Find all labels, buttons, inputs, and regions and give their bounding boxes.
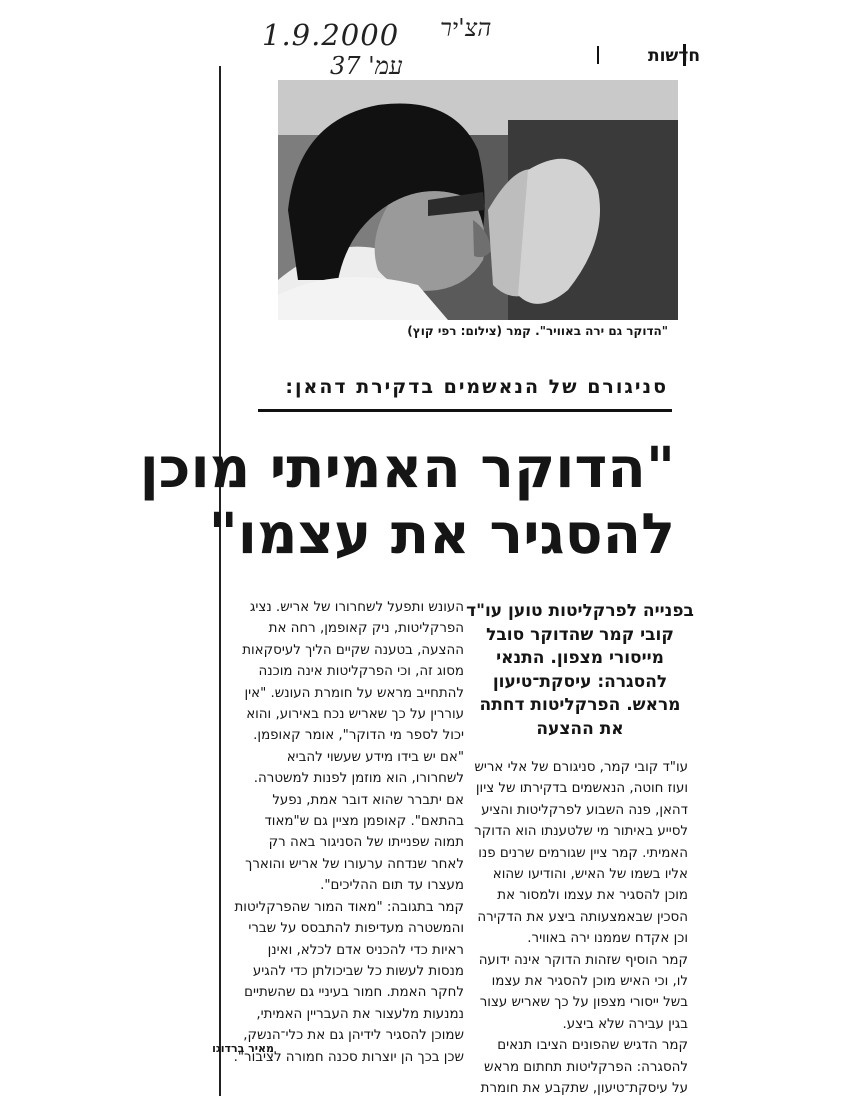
byline-text: מאיר ברדוגו — [212, 1042, 274, 1055]
kicker: סניגורם של הנאשמים בדקירת דהאן: — [285, 376, 668, 398]
headline — [139, 436, 675, 568]
handwritten-page: עמ' 37 — [330, 52, 403, 80]
section-bar-left — [597, 46, 599, 64]
article-photo — [278, 80, 678, 320]
headline-line: "הדוקר האמיתי מוכן — [139, 436, 675, 501]
sub-deck: בפנייה לפרקליטות טוען עו"ד קובי קמר שהדוקר סובל מייסורי מצפון. התנאי להסגרה: עיסקת־טיעון מראש. הפרקליטות דחתה את ההצעה — [466, 601, 694, 739]
paragraph: קמר בתגובה: "מאוד המור שהפרקליטות והמשטרה מעדיפות להתבסס על שברי ראיות כדי להכניס אדם לכלא, ואינן מנסות לעשות כל שביכולתן כדי להגיע לחקר האמת. חמור בעיניי גם שהשתיים נמנעות מלעצור את העבריין האמיתי, שמוכן להסגיר לידיהן גם את כלי־הנשק, שכן בכך הן יוצרות סכנה חמורה לציבור". — [233, 899, 464, 1065]
left-column — [232, 597, 464, 1068]
headline-line: להסגיר את עצמו" — [208, 502, 675, 567]
handwritten-source: הצ'יר — [440, 14, 492, 42]
paragraph: העונש ותפעל לשחרורו של אריש. נציג הפרקליטות, ניק קאופמן, רחה את ההצעה, בטענה שקיים הליך לעיסקאות מסוג זה, וכי הפרקליטות אינה מוכנה להתחייב מראש על חומרת העונש. "אין עוררין על כך שאריש נכח באירוע, והוא יכול לספר מי הדוקר", אומר קאופמן. "אם יש בידו מידע שעשוי להביא לשחרורו, הוא מוזמן לפנות למשטרה. אם יתברר שהוא דובר אמת, נפעל בהתאם". קאופמן מציין גם ש"מאוד תמוה שפנייתו של הסניגור באה רק לאחר שנדחה ערעורו של אריש והוארך מעצרו עד תום ההליכים". — [242, 600, 464, 894]
section-label: חדשות — [647, 46, 700, 66]
photo-caption: "הדוקר גם ירה באוויר". קמר (צילום: רפי קוץ) — [407, 324, 668, 338]
column-rule — [219, 66, 221, 1096]
byline — [212, 1042, 274, 1055]
handwritten-date: 1.9.2000 — [262, 18, 400, 52]
paragraph: קמר הדגיש שהפונים הציבו תנאים להסגרה: הפרקליטות תחתום מראש על עיסקת־טיעון, שתקבע את חומרת — [480, 1038, 688, 1097]
kicker-rule — [258, 409, 672, 412]
right-column — [468, 757, 688, 1100]
paragraph: קמר הוסיף שזהות הדוקר אינה ידועה לו, וכי האיש מוכן להסגיר את עצמו בשל ייסורי מצפון על כך שאריש עצור בגין עבירה שלא ביצע. — [478, 952, 688, 1032]
paragraph: עו"ד קובי קמר, סניגורם של אלי אריש ועוז חוטה, הנאשמים בדקירתו של ציון דהאן, פנה השבוע לפרקליטות והציע לסייע באיתור מי שלטענתו הוא הדוקר האמיתי. קמר ציין שגורמים שרנים פנו אליו בשמו של האיש, והודיעו שהוא מוכן להסגיר את עצמו ולמסור את הסכין שבאמצעותה ביצע את הדקירה וכן אקדח שממנו ירה באוויר. — [474, 760, 688, 947]
